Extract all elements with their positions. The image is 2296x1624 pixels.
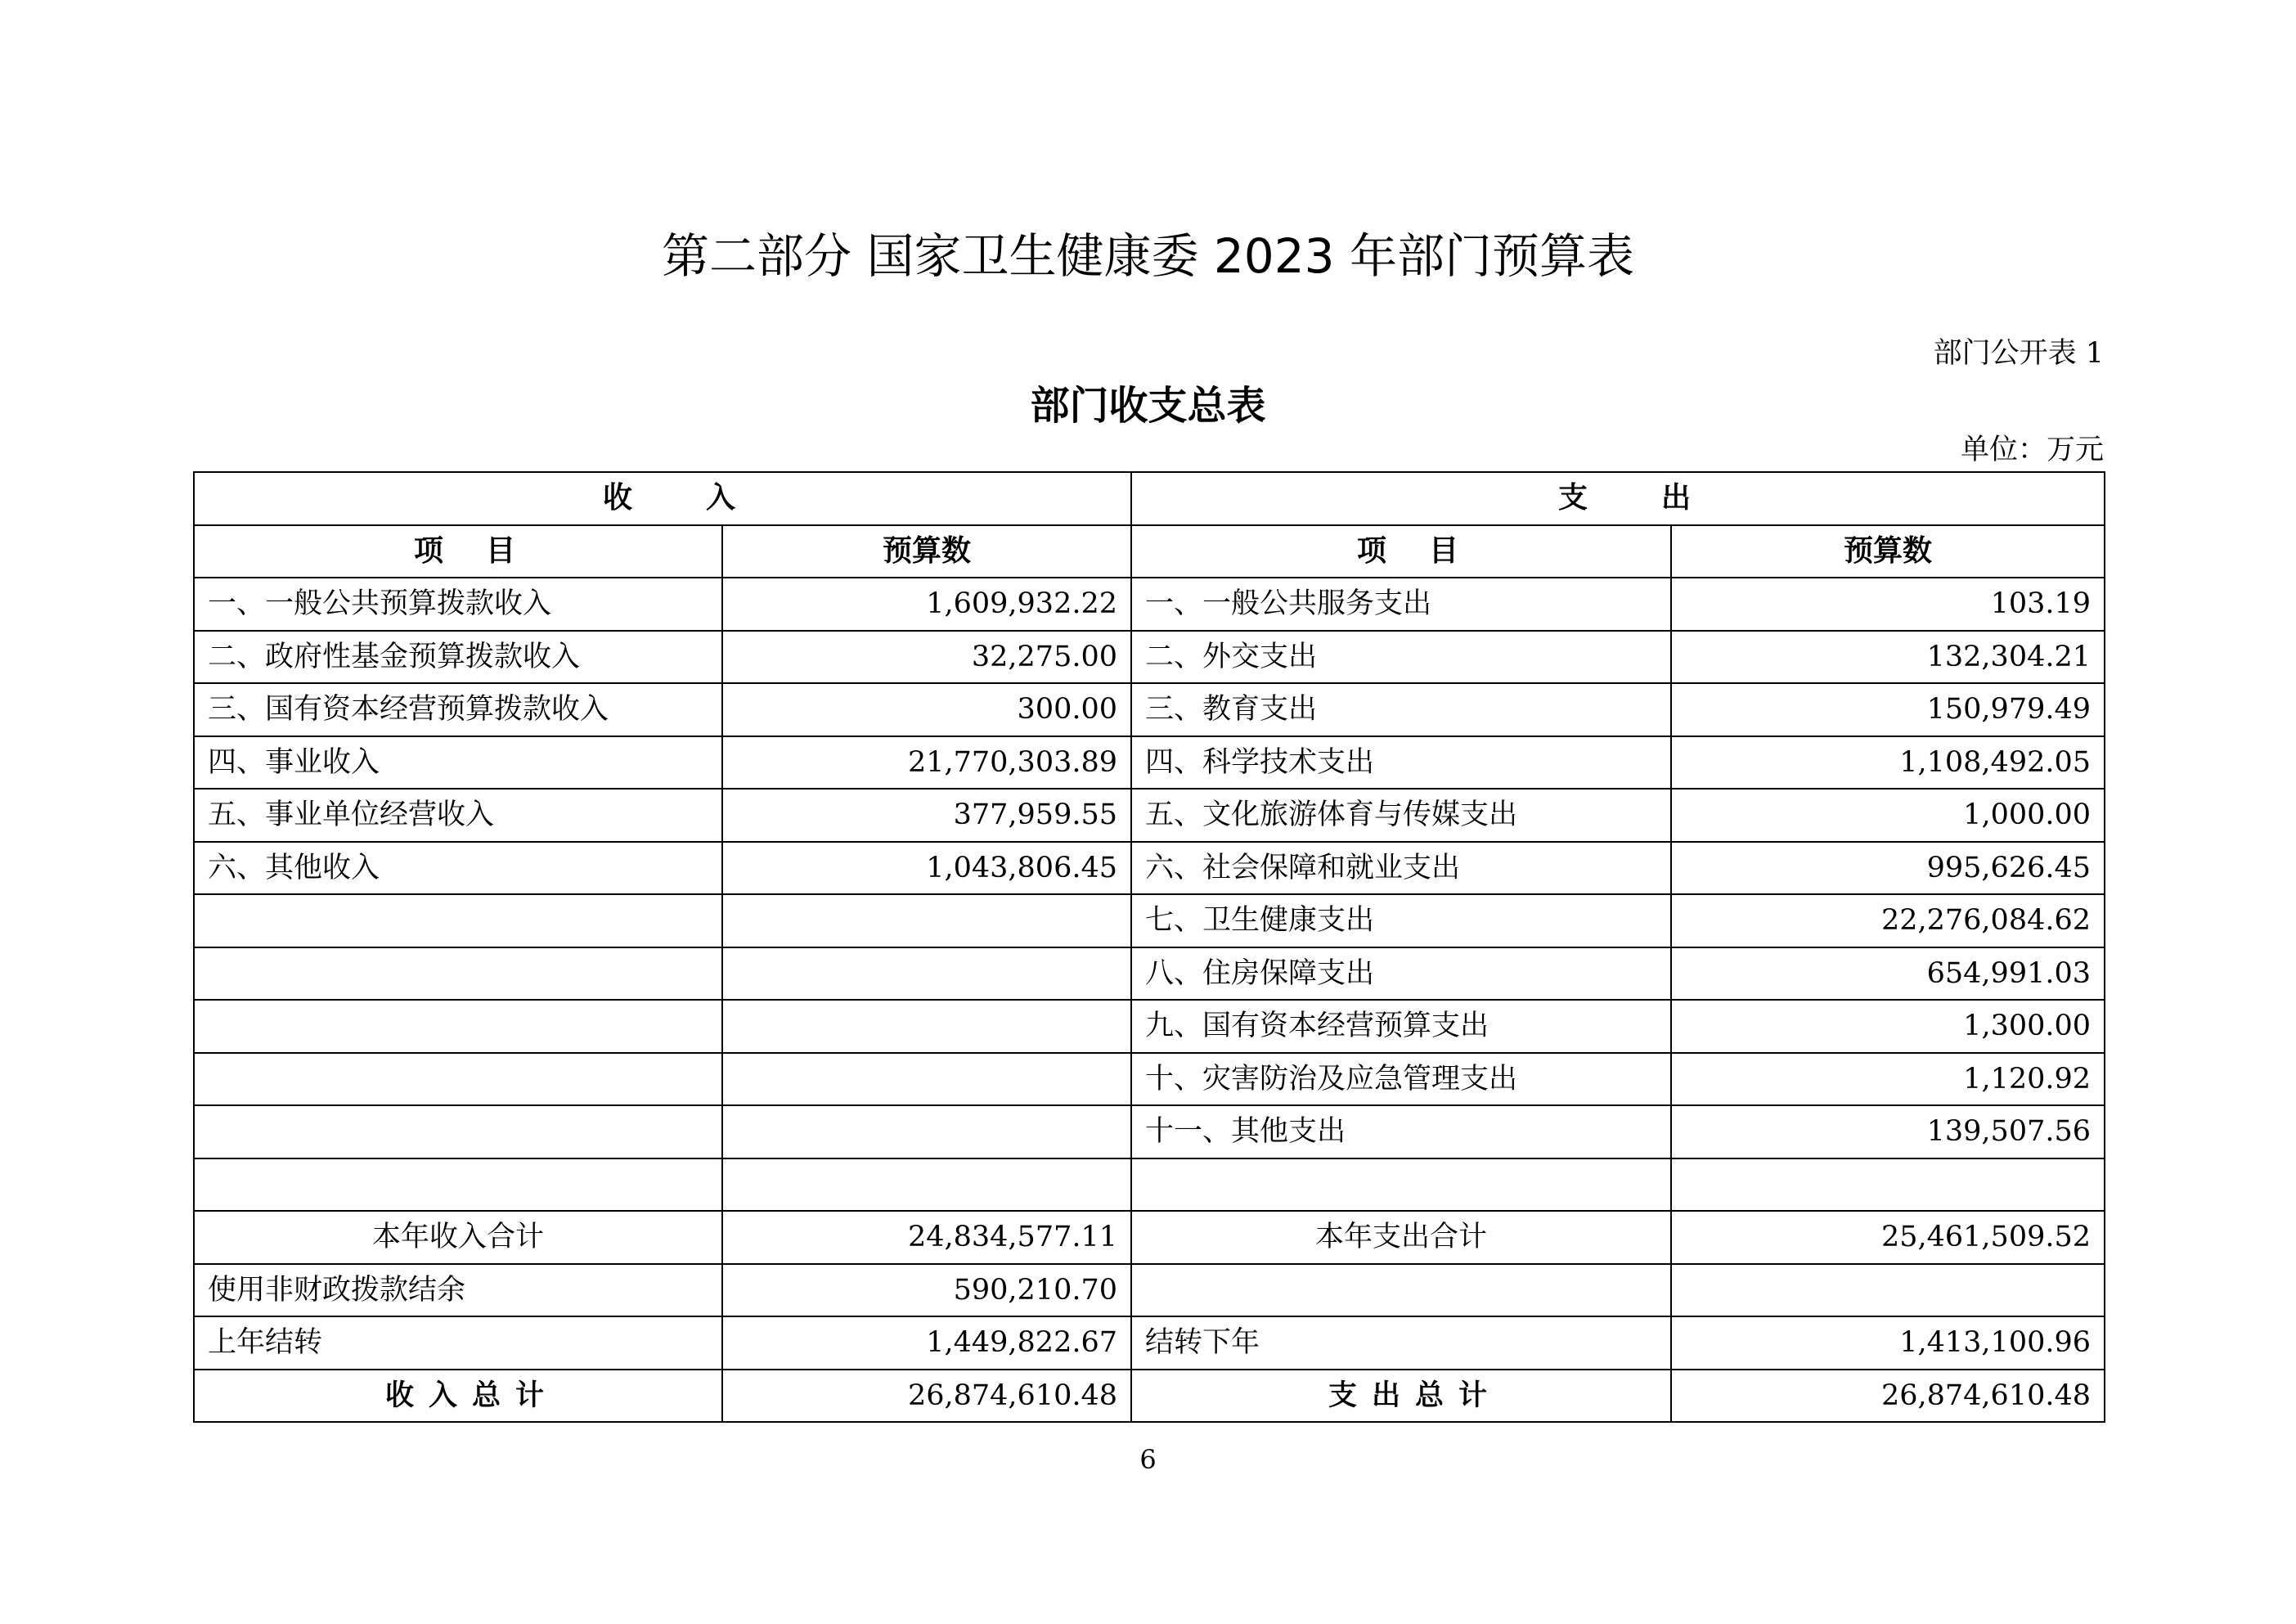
- expense-budget-header: 预算数: [1671, 525, 2105, 578]
- income-item-cell: [194, 1158, 722, 1212]
- income-budget-header: 预算数: [722, 525, 1131, 578]
- expense-value-cell: 995,626.45: [1671, 842, 2105, 895]
- expense-value-cell: 150,979.49: [1671, 683, 2105, 736]
- table-row: [194, 1105, 2105, 1158]
- table-row: [194, 631, 2105, 684]
- unit-label: 单位：万元: [1960, 434, 2104, 466]
- income-item-cell: 五、事业单位经营收入: [194, 789, 722, 842]
- income-section-header: 收入: [603, 481, 810, 515]
- income-value-cell: 377,959.55: [722, 789, 1131, 842]
- income-item-cell: [194, 1000, 722, 1053]
- table-row: [194, 578, 2105, 631]
- expense-value-cell: 139,507.56: [1671, 1105, 2105, 1158]
- table-row: [194, 789, 2105, 842]
- income-year-total-label: 本年收入合计: [194, 1211, 722, 1264]
- income-value-cell: [722, 1158, 1131, 1212]
- expense-grand-total-value: 26,874,610.48: [1671, 1370, 2105, 1423]
- table-row: [194, 947, 2105, 1001]
- expense-section-header: 支出: [1558, 481, 1765, 515]
- income-value-cell: [722, 894, 1131, 947]
- income-item-cell: 上年结转: [194, 1316, 722, 1370]
- income-value-cell: 32,275.00: [722, 631, 1131, 684]
- income-item-cell: 三、国有资本经营预算拨款收入: [194, 683, 722, 736]
- income-item-cell: [194, 947, 722, 1001]
- income-value-cell: [722, 1000, 1131, 1053]
- income-item-cell: 六、其他收入: [194, 842, 722, 895]
- expense-value-cell: 1,300.00: [1671, 1000, 2105, 1053]
- page-title: 第二部分 国家卫生健康委 2023 年部门预算表: [662, 228, 1634, 284]
- income-year-total-value: 24,834,577.11: [722, 1211, 1131, 1264]
- expense-item-header: 项目: [1357, 533, 1502, 568]
- expense-value-cell: 1,120.92: [1671, 1053, 2105, 1106]
- expense-value-cell: [1671, 1158, 2105, 1212]
- expense-value-cell: 22,276,084.62: [1671, 894, 2105, 947]
- table-row: [194, 1053, 2105, 1106]
- expense-item-cell: 十、灾害防治及应急管理支出: [1131, 1053, 1671, 1106]
- income-value-cell: 1,609,932.22: [722, 578, 1131, 631]
- expense-item-cell: 九、国有资本经营预算支出: [1131, 1000, 1671, 1053]
- table-reference: 部门公开表 1: [1933, 337, 2104, 370]
- table-row: [194, 1264, 2105, 1317]
- expense-value-cell: 1,413,100.96: [1671, 1316, 2105, 1370]
- income-value-cell: [722, 1053, 1131, 1106]
- income-value-cell: 1,043,806.45: [722, 842, 1131, 895]
- grand-total-row: [194, 1370, 2105, 1423]
- table-title: 部门收支总表: [1030, 383, 1266, 429]
- expense-item-cell: 三、教育支出: [1131, 683, 1671, 736]
- expense-value-cell: 1,108,492.05: [1671, 736, 2105, 790]
- expense-value-cell: 654,991.03: [1671, 947, 2105, 1001]
- expense-value-cell: 103.19: [1671, 578, 2105, 631]
- year-total-row: [194, 1211, 2105, 1264]
- income-value-cell: 1,449,822.67: [722, 1316, 1131, 1370]
- header-row-sections: [194, 472, 2105, 525]
- table-row: [194, 1158, 2105, 1212]
- income-value-cell: 590,210.70: [722, 1264, 1131, 1317]
- expense-year-total-label: 本年支出合计: [1131, 1211, 1671, 1264]
- income-item-cell: 一、一般公共预算拨款收入: [194, 578, 722, 631]
- page-number: 6: [1139, 1444, 1157, 1475]
- table-row: [194, 894, 2105, 947]
- table-row: [194, 683, 2105, 736]
- income-item-cell: [194, 894, 722, 947]
- table-row: [194, 842, 2105, 895]
- income-item-header: 项目: [413, 533, 558, 568]
- table-row: [194, 1000, 2105, 1053]
- income-value-cell: [722, 947, 1131, 1001]
- header-row-columns: [194, 525, 2105, 578]
- income-item-cell: [194, 1053, 722, 1106]
- income-grand-total-value: 26,874,610.48: [722, 1370, 1131, 1423]
- expense-value-cell: 1,000.00: [1671, 789, 2105, 842]
- income-value-cell: [722, 1105, 1131, 1158]
- expense-item-cell: 四、科学技术支出: [1131, 736, 1671, 790]
- income-item-cell: 二、政府性基金预算拨款收入: [194, 631, 722, 684]
- expense-item-cell: 十一、其他支出: [1131, 1105, 1671, 1158]
- expense-item-cell: 一、一般公共服务支出: [1131, 578, 1671, 631]
- table-row: [194, 1316, 2105, 1370]
- income-item-cell: 四、事业收入: [194, 736, 722, 790]
- budget-table: [193, 471, 2105, 1423]
- expense-item-cell: 八、住房保障支出: [1131, 947, 1671, 1001]
- expense-item-cell: 七、卫生健康支出: [1131, 894, 1671, 947]
- expense-item-cell: 六、社会保障和就业支出: [1131, 842, 1671, 895]
- income-item-cell: [194, 1105, 722, 1158]
- expense-year-total-value: 25,461,509.52: [1671, 1211, 2105, 1264]
- expense-item-cell: 结转下年: [1131, 1316, 1671, 1370]
- expense-item-cell: 五、文化旅游体育与传媒支出: [1131, 789, 1671, 842]
- income-item-cell: 使用非财政拨款结余: [194, 1264, 722, 1317]
- table-row: [194, 736, 2105, 790]
- expense-item-cell: [1131, 1158, 1671, 1212]
- income-value-cell: 300.00: [722, 683, 1131, 736]
- expense-item-cell: [1131, 1264, 1671, 1317]
- expense-value-cell: [1671, 1264, 2105, 1317]
- income-value-cell: 21,770,303.89: [722, 736, 1131, 790]
- expense-value-cell: 132,304.21: [1671, 631, 2105, 684]
- expense-item-cell: 二、外交支出: [1131, 631, 1671, 684]
- expense-grand-total-label: 支出总计: [1328, 1379, 1503, 1412]
- income-grand-total-label: 收入总计: [384, 1379, 559, 1412]
